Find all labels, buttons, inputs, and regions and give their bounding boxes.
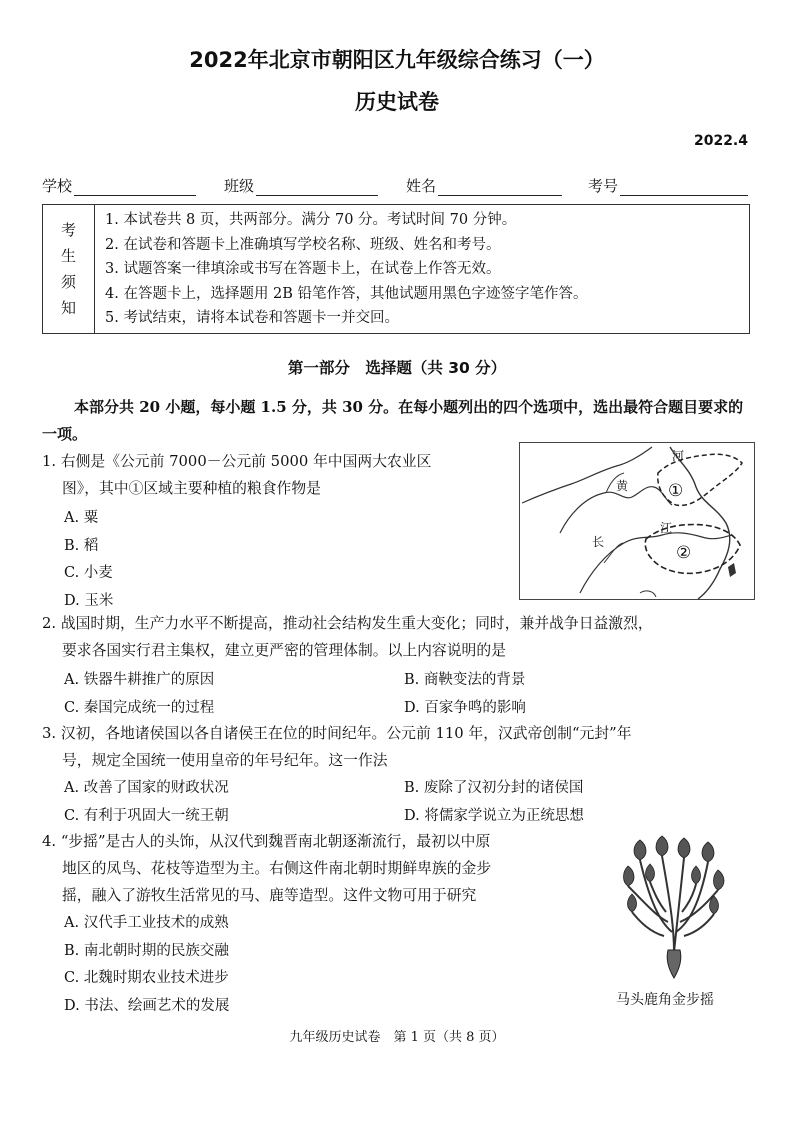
question-stem: 地区的凤鸟、花枝等造型为主。右侧这件南北朝时期鲜卑族的金步: [62, 860, 492, 877]
page-footer: 九年级历史试卷 第 1 页（共 8 页）: [289, 1030, 505, 1045]
gold-buyao-image: [620, 832, 728, 982]
notice-item: 2. 在试卷和答题卡上准确填写学校名称、班级、姓名和考号。: [105, 236, 501, 253]
notice-item: 1. 本试卷共 8 页，共两部分。满分 70 分。考试时间 70 分钟。: [105, 212, 517, 228]
map-label-he: 河: [672, 449, 685, 463]
question-1: [42, 448, 512, 502]
student-info-fields: [42, 175, 754, 197]
question-stem: 要求各国实行君主集权，建立更严密的管理体制。以上内容说明的是: [62, 642, 506, 659]
option-b[interactable]: B. 南北朝时期的民族交融: [64, 942, 229, 959]
buyao-illustration: [620, 832, 728, 982]
option-a[interactable]: A. 铁器牛耕推广的原因: [64, 672, 215, 688]
option-c[interactable]: C. 秦国完成统一的过程: [64, 700, 215, 716]
class-label: 班级: [224, 177, 255, 195]
class-field[interactable]: [224, 175, 378, 196]
option-b[interactable]: B. 商鞅变法的背景: [404, 672, 526, 688]
question-3-options-right: [404, 774, 584, 830]
notice-items: [105, 208, 588, 331]
option-c[interactable]: C. 北魏时期农业技术进步: [64, 970, 229, 986]
exam-title: 2022年北京市朝阳区九年级综合练习（一）: [189, 48, 605, 72]
school-label: 学校: [42, 177, 73, 195]
option-d[interactable]: D. 玉米: [64, 592, 114, 609]
option-d[interactable]: D. 百家争鸣的影响: [404, 700, 526, 716]
candidate-notice-box: [42, 204, 750, 334]
option-d[interactable]: D. 书法、绘画艺术的发展: [64, 997, 230, 1014]
school-field[interactable]: [42, 175, 196, 196]
map-region-2: ②: [676, 543, 692, 563]
exam-number-label: 考号: [588, 177, 619, 195]
option-c[interactable]: C. 有利于巩固大一统王朝: [64, 808, 229, 824]
question-1-options: [64, 505, 113, 615]
map-label-huang: 黄: [616, 479, 629, 493]
question-stem: 4. “步摇”是古人的头饰，从汉代到魏晋南北朝逐渐流行，最初以中原: [42, 833, 491, 850]
question-2: [42, 610, 762, 664]
option-b[interactable]: B. 废除了汉初分封的诸侯国: [404, 780, 584, 796]
map-label-chang: 长: [592, 535, 605, 549]
question-3: [42, 720, 762, 774]
question-2-options-left: [64, 666, 214, 722]
question-2-options-right: [404, 666, 526, 722]
option-a[interactable]: A. 汉代手工业技术的成熟: [64, 915, 229, 931]
name-label: 姓名: [406, 177, 437, 195]
question-3-options-left: [64, 774, 229, 830]
notice-item: 5. 考试结束，请将本试卷和答题卡一并交回。: [105, 310, 399, 326]
question-stem: 2. 战国时期，生产力水平不断提高，推动社会结构发生重大变化；同时，兼并战争日益激烈，: [42, 615, 653, 632]
option-c[interactable]: C. 小麦: [64, 565, 113, 581]
option-b[interactable]: B. 稻: [64, 537, 99, 554]
exam-number-field[interactable]: [588, 175, 748, 196]
map-label-jiang: 江: [660, 521, 673, 535]
map-region-1: ①: [668, 481, 684, 501]
map-illustration: [520, 443, 754, 599]
section-title: 第一部分 选择题（共 30 分）: [287, 359, 507, 377]
option-d[interactable]: D. 将儒家学说立为正统思想: [404, 808, 584, 824]
question-4-options: [64, 910, 229, 1020]
question-stem: 3. 汉初，各地诸侯国以各自诸侯王在位的时间纪年。公元前 110 年，汉武帝创制“元封”年: [42, 725, 632, 742]
notice-item: 4. 在答题卡上，选择题用 2B 铅笔作答，其他试题用黑色字迹签字笔作答。: [105, 285, 588, 302]
exam-date: 2022.4: [693, 133, 748, 149]
name-field[interactable]: [406, 175, 562, 196]
question-stem: 图》，其中①区域主要种植的粮食作物是: [62, 480, 321, 497]
question-stem: 号，规定全国统一使用皇帝的年号纪年。这一作法: [62, 752, 388, 769]
notice-item: 3. 试题答案一律填涂或书写在答题卡上，在试卷上作答无效。: [105, 261, 501, 277]
question-4: [42, 828, 602, 909]
question-stem: 摇，融入了游牧生活常见的马、鹿等造型。这件文物可用于研究: [62, 887, 477, 904]
option-a[interactable]: A. 改善了国家的财政状况: [64, 780, 229, 796]
artifact-caption: 马头鹿角金步摇: [616, 992, 714, 1008]
notice-label: 考 生 须 知: [43, 205, 95, 333]
agriculture-region-map: [519, 442, 755, 600]
option-a[interactable]: A. 粟: [64, 510, 99, 526]
exam-subtitle: 历史试卷: [355, 90, 439, 114]
question-stem: 1. 右侧是《公元前 7000－公元前 5000 年中国两大农业区: [42, 453, 432, 470]
section-intro: 本部分共 20 小题，每小题 1.5 分，共 30 分。在每小题列出的四个选项中，选出最符合题目要求的一项。: [42, 398, 744, 443]
